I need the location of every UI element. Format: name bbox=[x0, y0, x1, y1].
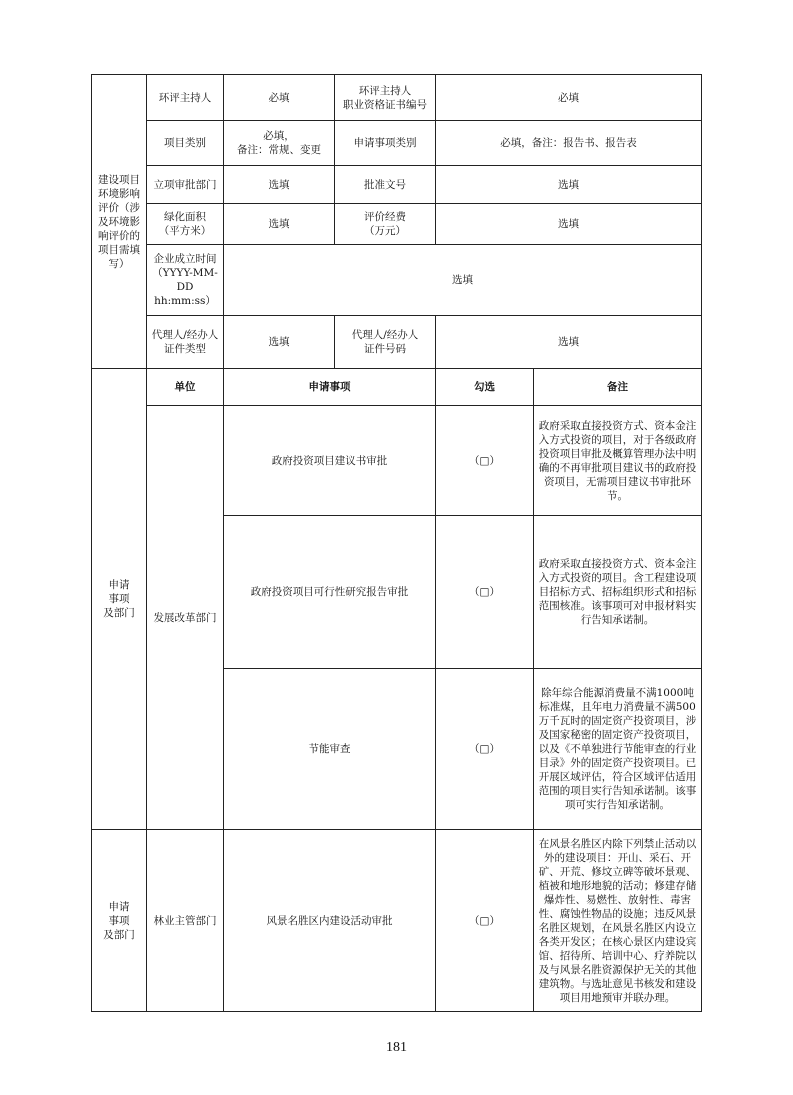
apply-item-row bbox=[92, 830, 702, 1012]
env-label: 项目类别 bbox=[147, 121, 224, 166]
env-label: 代理人/经办人 证件类型 bbox=[147, 316, 224, 369]
apply-item-name: 风景名胜区内建设活动审批 bbox=[224, 830, 436, 1012]
apply-checkbox[interactable]: （□） bbox=[436, 669, 534, 830]
header-note: 备注 bbox=[534, 369, 702, 406]
env-label: 批准文号 bbox=[335, 166, 436, 204]
apply-note: 政府采取直接投资方式、资本金注入方式投资的项目，对于各级政府投资项目审批及概算管理办法中明确的不再审批项目建议书的政府投资项目，无需项目建议书审批环节。 bbox=[534, 406, 702, 516]
env-value: 必填， 备注：常规、变更 bbox=[224, 121, 335, 166]
env-value: 必填，备注：报告书、报告表 bbox=[436, 121, 702, 166]
env-value: 选填 bbox=[224, 316, 335, 369]
env-value: 必填 bbox=[436, 75, 702, 121]
env-row-agent bbox=[92, 316, 702, 369]
apply-item-name: 政府投资项目可行性研究报告审批 bbox=[224, 516, 436, 669]
env-label: 立项审批部门 bbox=[147, 166, 224, 204]
apply-header-row bbox=[92, 369, 702, 406]
env-value: 选填 bbox=[224, 245, 702, 316]
apply-section-label: 申请 事项 及部门 bbox=[92, 369, 147, 830]
env-label: 企业成立时间 （YYYY-MM-DD hh:mm:ss） bbox=[147, 245, 224, 316]
env-label: 绿化面积 （平方米） bbox=[147, 204, 224, 245]
application-form-table bbox=[91, 74, 702, 1012]
apply-item-row bbox=[92, 406, 702, 516]
env-row-category bbox=[92, 121, 702, 166]
env-row-approval bbox=[92, 166, 702, 204]
env-value: 选填 bbox=[224, 166, 335, 204]
env-value: 选填 bbox=[224, 204, 335, 245]
env-label: 环评主持人 bbox=[147, 75, 224, 121]
apply-item-name: 政府投资项目建议书审批 bbox=[224, 406, 436, 516]
apply-unit: 发展改革部门 bbox=[147, 406, 224, 830]
apply-note: 政府采取直接投资方式、资本金注入方式投资的项目。含工程建设项目招标方式、招标组织形式和招标范围核准。该事项可对申报材料实行告知承诺制。 bbox=[534, 516, 702, 669]
env-value: 选填 bbox=[436, 166, 702, 204]
env-section-label: 建设项目环境影响评价（涉及环境影响评价的项目需填写） bbox=[92, 75, 147, 369]
env-value: 选填 bbox=[436, 316, 702, 369]
page-number: 181 bbox=[386, 1040, 407, 1055]
apply-note: 除年综合能源消费量不满1000吨标准煤，且年电力消费量不满500万千瓦时的固定资产投资项目，涉及国家秘密的固定资产投资项目，以及《不单独进行节能审查的行业目录》外的固定资产投资项目。已开展区域评估，符合区域评估适用范围的项目实行告知承诺制。该事项可实行告知承诺制。 bbox=[534, 669, 702, 830]
apply-checkbox[interactable]: （□） bbox=[436, 516, 534, 669]
header-item: 申请事项 bbox=[224, 369, 436, 406]
header-unit: 单位 bbox=[147, 369, 224, 406]
env-label: 评价经费 （万元） bbox=[335, 204, 436, 245]
env-row-founded bbox=[92, 245, 702, 316]
env-label: 申请事项类别 bbox=[335, 121, 436, 166]
apply-section-label: 申请 事项 及部门 bbox=[92, 830, 147, 1012]
env-row-host bbox=[92, 75, 702, 121]
env-label: 代理人/经办人 证件号码 bbox=[335, 316, 436, 369]
apply-unit: 林业主管部门 bbox=[147, 830, 224, 1012]
env-row-green bbox=[92, 204, 702, 245]
env-value: 选填 bbox=[436, 204, 702, 245]
env-label: 环评主持人 职业资格证书编号 bbox=[335, 75, 436, 121]
apply-checkbox[interactable]: （□） bbox=[436, 406, 534, 516]
env-value: 必填 bbox=[224, 75, 335, 121]
apply-item-name: 节能审查 bbox=[224, 669, 436, 830]
apply-note: 在风景名胜区内除下列禁止活动以外的建设项目：开山、采石、开矿、开荒、修坟立碑等破坏景观、植被和地形地貌的活动；修建存储爆炸性、易燃性、放射性、毒害性、腐蚀性物品的设施；违反风景名胜区规划，在风景名胜区内设立各类开发区；在核心景区内建设宾馆、招待所、培训中心、疗养院以及与风景名胜资源保护无关的其他建筑物。与选址意见书核发和建设项目用地预审并联办理。 bbox=[534, 830, 702, 1012]
header-check: 勾选 bbox=[436, 369, 534, 406]
apply-checkbox[interactable]: （□） bbox=[436, 830, 534, 1012]
